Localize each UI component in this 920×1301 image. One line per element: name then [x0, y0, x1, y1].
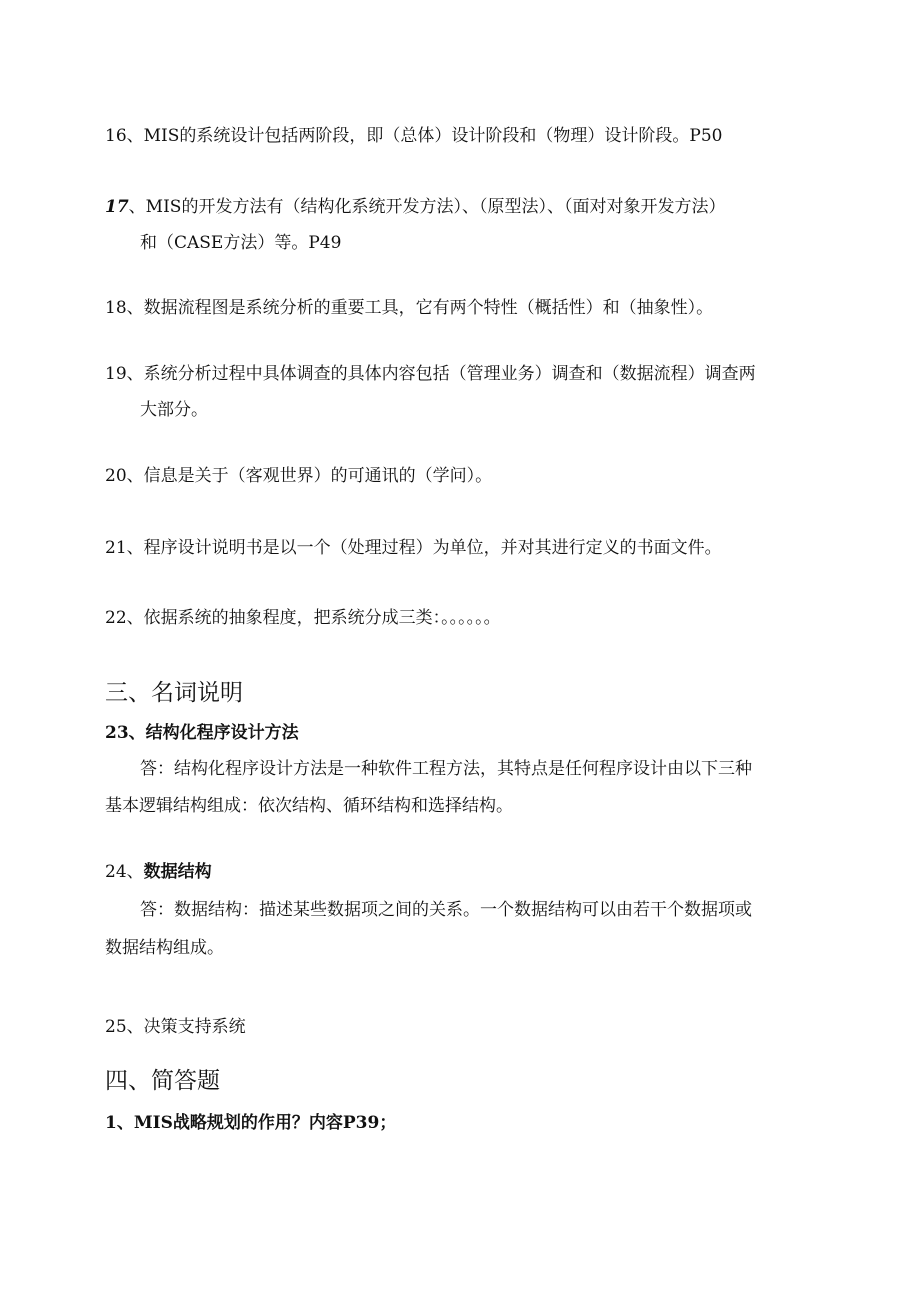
question-22: 22、依据系统的抽象程度，把系统分成三类：。。。。。。	[105, 608, 501, 628]
question-17-number: 17	[105, 197, 129, 217]
term-23-answer-line-2: 基本逻辑结构组成：依次结构、循环结构和选择结构。	[105, 796, 513, 816]
question-16: 16、MIS的系统设计包括两阶段，即（总体）设计阶段和（物理）设计阶段。P50	[105, 126, 723, 146]
question-17-line-2: 和（CASE方法）等。P49	[140, 233, 342, 253]
section-4-heading: 四、简答题	[105, 1068, 220, 1094]
question-19-line-2: 大部分。	[140, 400, 208, 420]
question-19-line-1: 19、系统分析过程中具体调查的具体内容包括（管理业务）调查和（数据流程）调查两	[105, 364, 756, 384]
question-21: 21、程序设计说明书是以一个（处理过程）为单位，并对其进行定义的书面文件。	[105, 538, 722, 558]
question-17-text: 、MIS的开发方法有（结构化系统开发方法）、（原型法）、（面对对象开发方法）	[128, 197, 726, 217]
term-25: 25、决策支持系统	[105, 1017, 246, 1037]
term-24-number: 24、	[105, 862, 144, 882]
term-23-answer-line-1: 答：结构化程序设计方法是一种软件工程方法，其特点是任何程序设计由以下三种	[140, 759, 752, 779]
term-24-answer-line-2: 数据结构组成。	[105, 938, 224, 958]
short-answer-1: 1、MIS战略规划的作用？内容P39；	[105, 1113, 397, 1133]
term-24-title	[105, 861, 212, 883]
term-24-answer-line-1: 答：数据结构：描述某些数据项之间的关系。一个数据结构可以由若干个数据项或	[140, 900, 752, 920]
section-3-heading: 三、名词说明	[105, 680, 243, 706]
question-18: 18、数据流程图是系统分析的重要工具，它有两个特性（概括性）和（抽象性）。	[105, 298, 714, 318]
question-17-line-1	[105, 196, 725, 218]
question-20: 20、信息是关于（客观世界）的可通讯的（学问）。	[105, 466, 493, 486]
term-23-title: 23、结构化程序设计方法	[105, 723, 299, 743]
term-24-label: 数据结构	[143, 862, 212, 882]
